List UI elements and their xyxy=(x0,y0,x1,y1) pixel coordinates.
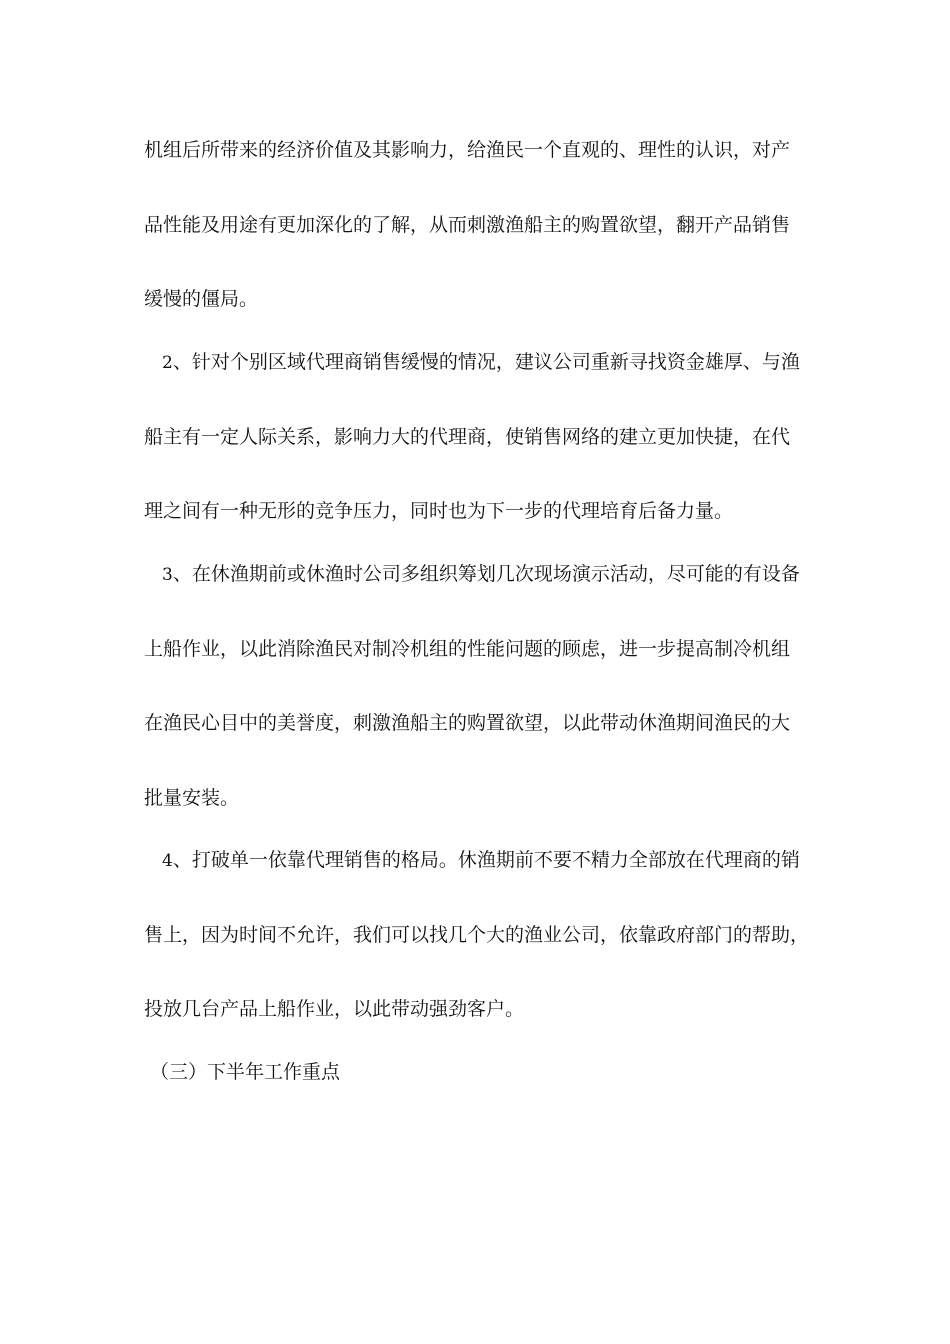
paragraph-3-line-4: 批量安装。 xyxy=(144,787,240,809)
paragraph-2-line-3: 理之间有一种无形的竞争压力，同时也为下一步的代理培育后备力量。 xyxy=(144,500,734,522)
paragraph-4-line-1-text: 、打破单一依靠代理销售的格局。休渔期前不要不精力全部放在代理商的销 xyxy=(172,849,800,871)
paragraph-2-number: 2 xyxy=(162,353,173,373)
paragraph-3-line-1-text: 、在休渔期前或休渔时公司多组织筹划几次现场演示活动，尽可能的有设备 xyxy=(172,563,800,585)
paragraph-1-line-3: 缓慢的僵局。 xyxy=(144,288,259,310)
paragraph-4-line-1 xyxy=(162,846,800,875)
paragraph-4-number: 4 xyxy=(162,851,173,871)
paragraph-4-line-2: 售上，因为时间不允许，我们可以找几个大的渔业公司，依靠政府部门的帮助， xyxy=(144,924,810,946)
paragraph-3-line-2: 上船作业，以此消除渔民对制冷机组的性能问题的顾虑，进一步提高制冷机组 xyxy=(144,638,791,660)
paragraph-3-line-1 xyxy=(162,560,800,589)
paragraph-2-line-2: 船主有一定人际关系，影响力大的代理商，使销售网络的建立更加快捷，在代 xyxy=(144,426,791,448)
paragraph-3-line-3: 在渔民心目中的美誉度，刺激渔船主的购置欲望，以此带动休渔期间渔民的大 xyxy=(144,712,791,734)
paragraph-1-line-2: 品性能及用途有更加深化的了解，从而刺激渔船主的购置欲望，翻开产品销售 xyxy=(144,214,791,236)
paragraph-2-line-1-text: 、针对个别区域代理商销售缓慢的情况，建议公司重新寻找资金雄厚、与渔 xyxy=(172,351,800,373)
paragraph-3-number: 3 xyxy=(162,565,173,585)
paragraph-2-line-1 xyxy=(162,348,800,377)
section-heading: （三）下半年工作重点 xyxy=(150,1061,341,1083)
paragraph-4-line-3: 投放几台产品上船作业，以此带动强劲客户。 xyxy=(144,998,525,1020)
paragraph-1-line-1: 机组后所带来的经济价值及其影响力，给渔民一个直观的、理性的认识，对产 xyxy=(144,139,791,161)
